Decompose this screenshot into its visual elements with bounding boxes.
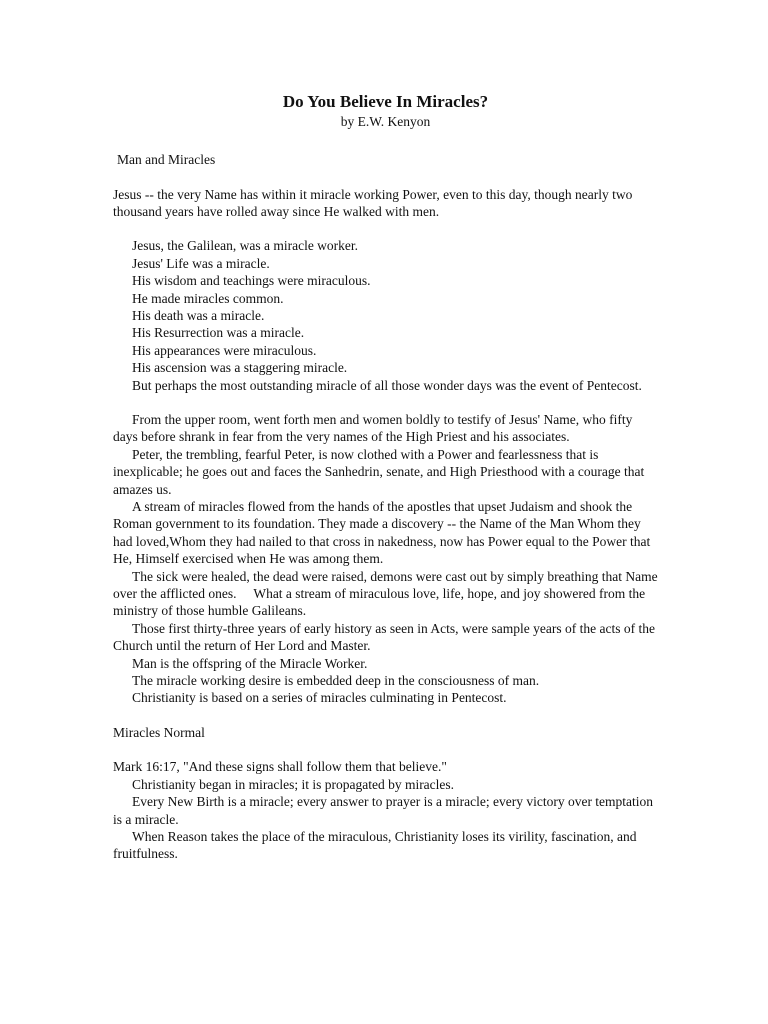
paragraph: His wisdom and teachings were miraculous. — [132, 273, 371, 289]
paragraph: Jesus -- the very Name has within it miracle working Power, even to this day, though nearly two thousand years have rolled away since He walked with men. — [113, 186, 633, 219]
paragraph: Christianity began in miracles; it is propagated by miracles. — [132, 776, 455, 792]
section-heading-man-and-miracles: Man and Miracles — [117, 152, 216, 167]
paragraph: A stream of miracles flowed from the hands of the apostles that upset Judaism and shook the Roman government to its foundation. They made a discovery -- the Name of the Man Whom they had loved,Whom they had nailed to that cross in nakedness, now has Power equal to the Power that He, Himself exercised when He was among them. — [113, 499, 651, 567]
section-heading-miracles-normal: Miracles Normal — [113, 724, 205, 740]
document-author: by E.W. Kenyon — [340, 114, 431, 129]
paragraph: He made miracles common. — [132, 290, 284, 306]
paragraph: From the upper room, went forth men and women boldly to testify of Jesus' Name, who fifty days before shrank in fear from the very names of the High Priest and his associates. — [113, 411, 633, 445]
paragraph: When Reason takes the place of the miraculous, Christianity loses its virility, fascination, and fruitfulness. — [113, 829, 637, 862]
paragraph: His ascension was a staggering miracle. — [132, 360, 348, 376]
paragraph: Jesus' Life was a miracle. — [132, 255, 270, 271]
paragraph: Those first thirty-three years of early history as seen in Acts, were sample years of the acts of the Church until the return of Her Lord and Master. — [113, 620, 655, 654]
paragraph: His appearances were miraculous. — [132, 342, 317, 358]
paragraph: Christianity is based on a series of miracles culminating in Pentecost. — [132, 690, 507, 706]
paragraph: Peter, the trembling, fearful Peter, is now clothed with a Power and fearlessness that is inexplicable; he goes out and faces the Sanhedrin, senate, and High Priesthood with a courage that amazes us. — [113, 446, 645, 497]
paragraph: His death was a miracle. — [132, 307, 265, 323]
document-title: Do You Believe In Miracles? — [282, 92, 489, 111]
paragraph: The sick were healed, the dead were raised, demons were cast out by simply breathing that Name over the afflicted ones. What a stream of miraculous love, life, hope, and joy showered from the ministry of those humble Galileans. — [113, 568, 658, 619]
paragraph: Man is the offspring of the Miracle Worker. — [132, 655, 368, 671]
document-page — [113, 91, 658, 863]
paragraph: Every New Birth is a miracle; every answer to prayer is a miracle; every victory over temptation is a miracle. — [113, 794, 654, 827]
paragraph: Jesus, the Galilean, was a miracle worker. — [132, 238, 359, 254]
paragraph: His Resurrection was a miracle. — [132, 325, 305, 341]
paragraph: The miracle working desire is embedded deep in the consciousness of man. — [132, 673, 540, 689]
paragraph: Mark 16:17, "And these signs shall follow them that believe." — [113, 759, 447, 775]
paragraph: But perhaps the most outstanding miracle of all those wonder days was the event of Pentecost. — [132, 377, 642, 393]
